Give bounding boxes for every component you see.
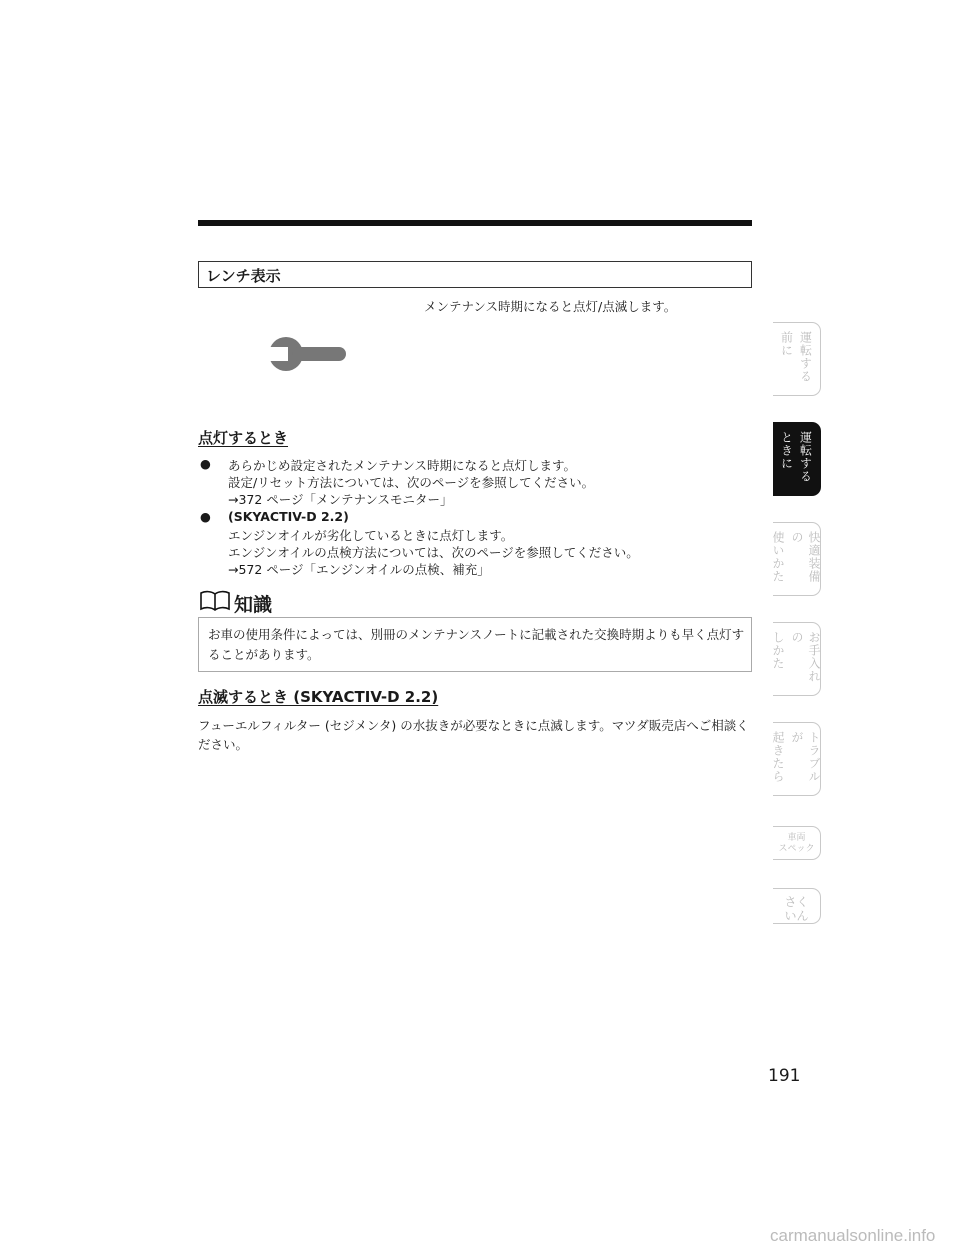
tab-label: 快適装備の bbox=[790, 531, 821, 583]
lit-bullet2-ref-link[interactable]: →572 ページ「エンジンオイルの点検、補充」 bbox=[228, 562, 490, 577]
blink-text: フューエルフィルター (セジメンタ) の水抜きが必要なときに点滅します。マツダ販売店へご相談ください。 bbox=[198, 718, 749, 752]
page-number: 191 bbox=[768, 1066, 801, 1086]
lit-bullet1-line1: あらかじめ設定されたメンテナンス時期になると点灯します。 bbox=[228, 458, 577, 473]
top-rule bbox=[198, 220, 752, 226]
lit-bullet1-ref-link[interactable]: →372 ページ「メンテナンスモニター」 bbox=[228, 492, 453, 507]
section-title: レンチ表示 bbox=[206, 267, 281, 285]
tab-label: スペック bbox=[778, 844, 815, 854]
tab-label: お手入れの bbox=[790, 631, 821, 683]
tab-comfort-features[interactable] bbox=[773, 522, 821, 596]
bullet-dot: ● bbox=[200, 509, 211, 524]
tab-before-driving[interactable] bbox=[773, 322, 821, 396]
tab-index[interactable] bbox=[773, 888, 821, 924]
tab-troubleshooting[interactable] bbox=[773, 722, 821, 796]
section-title-box bbox=[198, 261, 752, 288]
tab-specs[interactable] bbox=[773, 826, 821, 860]
lit-bullet2-line1: (SKYACTIV-D 2.2) bbox=[228, 509, 349, 524]
tab-label: トラブルが bbox=[790, 731, 821, 783]
tab-label: 使いかた bbox=[771, 531, 785, 583]
tab-while-driving[interactable] bbox=[773, 422, 821, 496]
watermark: carmanualsonline.info bbox=[770, 1226, 936, 1245]
blink-heading: 点滅するとき (SKYACTIV-D 2.2) bbox=[198, 688, 439, 706]
open-book-icon bbox=[199, 589, 231, 613]
tab-maintenance[interactable] bbox=[773, 622, 821, 696]
wrench-icon bbox=[268, 336, 348, 372]
lit-bullet2-line2: エンジンオイルが劣化しているときに点灯します。 bbox=[228, 528, 514, 543]
tab-label: 前に bbox=[779, 331, 794, 357]
knowledge-title: 知識 bbox=[234, 594, 273, 616]
tab-label: 車両 bbox=[787, 833, 806, 843]
lit-bullet1-line2: 設定/リセット方法については、次のページを参照してください。 bbox=[228, 475, 595, 490]
lit-bullet2-line3: エンジンオイルの点検方法については、次のページを参照してください。 bbox=[228, 545, 639, 560]
knowledge-text: お車の使用条件によっては、別冊のメンテナンスノートに記載された交換時期よりも早く点灯することがあります。 bbox=[208, 627, 745, 662]
section-description: メンテナンス時期になると点灯/点滅します。 bbox=[424, 299, 677, 314]
tab-label: ときに bbox=[779, 431, 794, 470]
tab-label: 運転する bbox=[798, 431, 813, 483]
tab-label: いん bbox=[784, 909, 809, 923]
lit-heading: 点灯するとき bbox=[198, 429, 289, 447]
tab-label: しかた bbox=[771, 631, 785, 670]
tab-label: さく bbox=[784, 895, 809, 909]
bullet-dot: ● bbox=[200, 456, 211, 471]
tab-label: 運転する bbox=[798, 331, 813, 383]
tab-label: 起きたら bbox=[771, 731, 785, 783]
